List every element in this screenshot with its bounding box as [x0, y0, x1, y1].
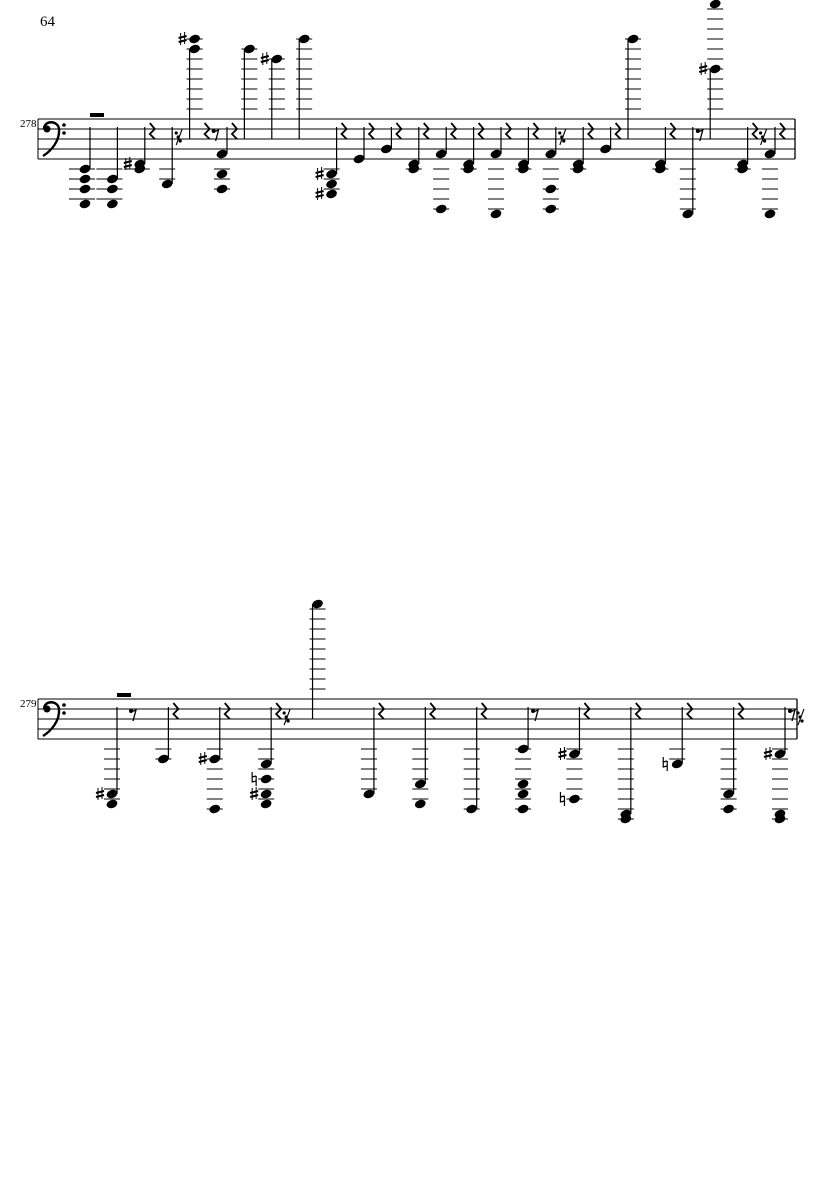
- note-column: [155, 703, 178, 765]
- note-column: [543, 127, 566, 215]
- sharp-sign: [316, 191, 324, 193]
- note-column: [310, 598, 326, 719]
- note-column: [699, 0, 723, 139]
- bass-clef-lower-dot: [62, 131, 66, 135]
- note-head: [215, 183, 228, 194]
- sharp-sign: [179, 40, 187, 42]
- quarter-rest: [616, 123, 621, 139]
- sixteenth-rest-dot: [796, 711, 799, 714]
- note-head: [709, 0, 722, 10]
- note-head: [106, 198, 119, 209]
- note-column: [199, 703, 230, 815]
- sixteenth-rest-dot: [800, 719, 803, 722]
- quarter-rest: [506, 123, 511, 139]
- page-number: 64: [40, 14, 55, 30]
- half-rest: [90, 113, 104, 117]
- sharp-sign: [558, 751, 566, 753]
- note-head: [105, 798, 118, 809]
- sharp-sign: [699, 66, 707, 68]
- note-head: [260, 788, 273, 799]
- quarter-rest: [276, 703, 281, 719]
- note-head: [208, 803, 221, 814]
- system-1-measure-number: 278: [20, 118, 37, 130]
- sixteenth-rest-dot: [759, 131, 762, 134]
- sharp-sign: [250, 795, 258, 797]
- sharp-sign: [558, 755, 566, 757]
- note-column: [488, 123, 511, 220]
- sixteenth-rest-dot: [763, 139, 766, 142]
- sixteenth-rest-dot: [179, 139, 182, 142]
- note-column: [464, 703, 487, 815]
- sharp-sign: [316, 175, 324, 177]
- note-head: [78, 173, 91, 184]
- note-head: [435, 203, 448, 214]
- sharp-sign: [261, 56, 269, 58]
- quarter-rest: [430, 703, 435, 719]
- sharp-sign: [124, 161, 132, 163]
- note-head: [78, 198, 91, 209]
- note-column: [179, 32, 219, 141]
- sharp-sign: [261, 60, 269, 62]
- sharp-sign: [764, 755, 772, 757]
- quarter-rest: [369, 123, 374, 139]
- sixteenth-rest-dot: [562, 139, 565, 142]
- system-2-measure-number: 279: [20, 698, 37, 710]
- staff-system-2: [38, 598, 804, 824]
- quarter-rest: [342, 123, 347, 139]
- sharp-sign: [96, 791, 104, 793]
- note-head: [414, 798, 427, 809]
- note-column: [96, 693, 136, 810]
- sharp-sign: [764, 751, 772, 753]
- note-head: [517, 788, 530, 799]
- note-column: [762, 123, 785, 220]
- note-head: [763, 208, 776, 219]
- quarter-rest: [451, 123, 456, 139]
- note-column: [558, 703, 589, 806]
- note-head: [260, 773, 273, 784]
- note-column: [361, 703, 384, 800]
- note-head: [188, 33, 201, 44]
- quarter-rest: [739, 703, 744, 719]
- note-column: [261, 52, 285, 139]
- bass-clef-upper-dot: [62, 123, 66, 127]
- note-head: [325, 188, 338, 199]
- sharp-sign: [199, 760, 207, 762]
- note-head: [544, 203, 557, 214]
- note-head: [517, 778, 530, 789]
- sharp-sign: [96, 795, 104, 797]
- sharp-sign: [124, 165, 132, 167]
- note-column: [316, 123, 347, 200]
- quarter-rest: [533, 123, 538, 139]
- sharp-sign: [699, 70, 707, 72]
- sixteenth-rest-dot: [558, 131, 561, 134]
- note-head: [215, 168, 228, 179]
- bass-clef-upper-dot: [62, 703, 66, 707]
- staff-system-1: [38, 0, 795, 220]
- quarter-rest: [670, 123, 675, 139]
- sharp-sign: [179, 36, 187, 38]
- note-column: [69, 113, 104, 210]
- natural-sign: [663, 757, 667, 771]
- note-head: [544, 183, 557, 194]
- half-rest: [117, 693, 131, 697]
- quarter-rest: [482, 703, 487, 719]
- quarter-rest: [780, 123, 785, 139]
- note-column: [159, 127, 182, 190]
- note-head: [106, 183, 119, 194]
- sharp-sign: [316, 195, 324, 197]
- quarter-rest: [753, 123, 758, 139]
- quarter-rest: [584, 703, 589, 719]
- quarter-rest: [150, 123, 155, 139]
- note-head: [489, 208, 502, 219]
- quarter-rest: [687, 703, 692, 719]
- sharp-sign: [199, 756, 207, 758]
- note-column: [618, 703, 641, 825]
- sixteenth-rest-dot: [175, 131, 178, 134]
- note-head: [568, 793, 581, 804]
- note-column: [433, 123, 456, 215]
- note-column: [515, 707, 538, 815]
- quarter-rest: [379, 703, 384, 719]
- quarter-rest: [479, 123, 484, 139]
- note-column: [663, 703, 692, 771]
- quarter-rest: [205, 123, 210, 139]
- natural-sign: [252, 772, 256, 786]
- sixteenth-rest-dot: [287, 719, 290, 722]
- note-head: [325, 178, 338, 189]
- note-column: [625, 33, 641, 139]
- quarter-rest: [424, 123, 429, 139]
- sixteenth-rest-dot: [283, 711, 286, 714]
- quarter-rest: [232, 123, 237, 139]
- note-column: [764, 707, 804, 825]
- sharp-sign: [250, 791, 258, 793]
- note-column: [296, 33, 312, 139]
- quarter-rest: [225, 703, 230, 719]
- note-column: [680, 127, 703, 220]
- bass-clef-lower-dot: [62, 711, 66, 715]
- note-head: [260, 798, 273, 809]
- note-head: [78, 183, 91, 194]
- natural-sign: [560, 792, 564, 806]
- note-head: [722, 803, 735, 814]
- sharp-sign: [316, 171, 324, 173]
- note-column: [721, 703, 744, 815]
- quarter-rest: [173, 703, 178, 719]
- note-head: [517, 803, 530, 814]
- quarter-rest: [636, 703, 641, 719]
- quarter-rest: [588, 123, 593, 139]
- quarter-rest: [396, 123, 401, 139]
- note-column: [241, 43, 257, 139]
